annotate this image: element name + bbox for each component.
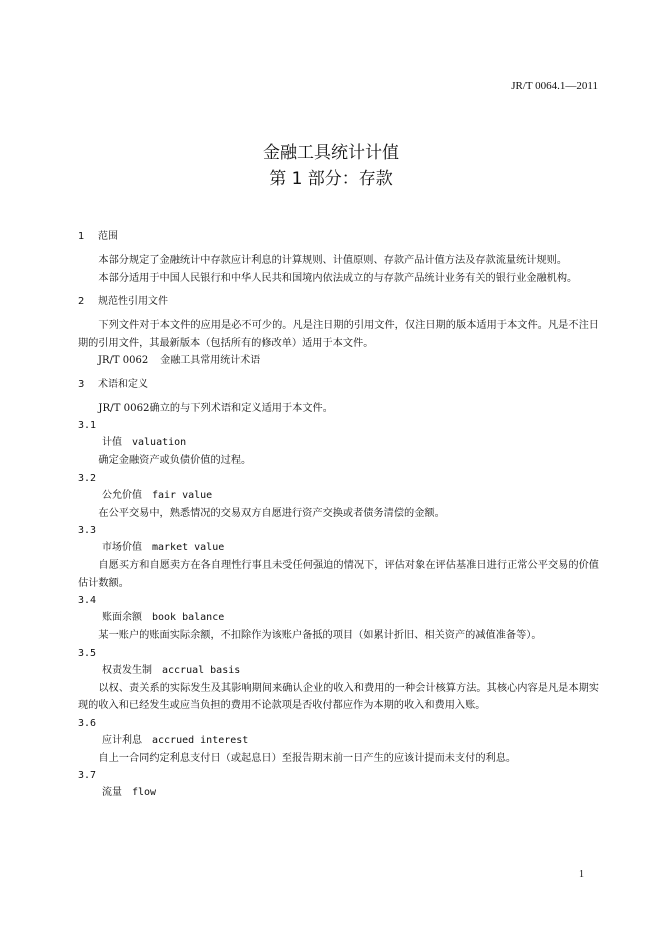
term-definition: 某一账户的账面实际余额，不扣除作为该账户备抵的项目（如累计折旧、相关资产的减值准备等）。	[98, 630, 542, 641]
term-en: market value	[152, 542, 225, 553]
section-number: 2	[78, 296, 85, 307]
term-name	[78, 784, 599, 802]
standard-code: JR/T 0064.1—2011	[511, 80, 598, 92]
term-definition: 在公平交易中，熟悉情况的交易双方自愿进行资产交换或者债务清偿的金额。	[98, 507, 445, 519]
term-entry	[78, 522, 599, 592]
term-name	[78, 732, 599, 750]
section-heading-scope	[78, 228, 599, 246]
terms-intro: JR/T 0062确立的与下列术语和定义适用于本文件。	[98, 402, 333, 414]
term-zh: 市场价值	[102, 542, 142, 553]
reference-code: JR/T 0062	[98, 355, 149, 366]
normative-paragraph: 下列文件对于本文件的应用是必不可少的。凡是注日期的引用文件，仅注日期的版本适用于本文件。凡是不注日期的引用文件，其最新版本（包括所有的修改单）适用于本文件。	[78, 320, 599, 349]
term-en: flow	[132, 787, 157, 798]
term-zh: 流量	[102, 787, 122, 798]
section-heading-terms	[78, 376, 599, 394]
term-zh: 应计利息	[102, 734, 142, 746]
document-body	[78, 228, 599, 802]
term-zh: 公允价值	[102, 489, 142, 501]
term-number: 3.5	[78, 647, 97, 659]
term-definition: 自愿买方和自愿卖方在各自理性行事且未受任何强迫的情况下，评估对象在评估基准日进行正常公平交易的价值估计数额。	[78, 560, 599, 589]
term-number: 3.6	[78, 717, 97, 729]
section-title: 范围	[98, 231, 118, 242]
normative-reference	[78, 352, 599, 370]
term-entry	[78, 715, 599, 768]
term-entry	[78, 645, 599, 715]
section-number: 3	[78, 378, 85, 390]
term-en: valuation	[132, 437, 187, 448]
term-number: 3.3	[78, 525, 97, 536]
term-definition: 自上一合同约定利息支付日（或起息日）至报告期末前一日产生的应该计提而未支付的利息。	[98, 752, 517, 764]
term-definition: 确定金融资产或负债价值的过程。	[98, 455, 252, 466]
reference-title: 金融工具常用统计术语	[160, 355, 261, 366]
term-entry	[78, 417, 599, 470]
document-title: 金融工具统计计值	[263, 143, 399, 163]
term-number: 3.2	[78, 472, 97, 484]
term-number: 3.1	[78, 420, 97, 431]
section-title: 规范性引用文件	[98, 296, 168, 307]
term-number: 3.7	[78, 770, 97, 781]
term-en: fair value	[152, 489, 213, 501]
term-name	[78, 434, 599, 452]
term-en: accrued interest	[152, 734, 249, 746]
scope-paragraph-1: 本部分规定了金融统计中存款应计利息的计算规则、计值原则、存款产品计值方法及存款流量统计规则。	[98, 255, 568, 266]
term-name	[78, 487, 599, 505]
term-number: 3.4	[78, 595, 97, 606]
term-name	[78, 609, 599, 627]
term-entry	[78, 767, 599, 802]
section-title: 术语和定义	[98, 378, 148, 390]
section-number: 1	[78, 231, 85, 242]
scope-paragraph-2: 本部分适用于中国人民银行和中华人民共和国境内依法成立的与存款产品统计业务有关的银行业金融机构。	[98, 272, 578, 284]
term-name	[78, 539, 599, 557]
term-definition: 以权、责关系的实际发生及其影响期间来确认企业的收入和费用的一种会计核算方法。其核心内容是凡是本期实现的收入和已经发生或应当负担的费用不论款项是否收付都应作为本期的收入和费用入账。	[78, 682, 599, 711]
term-zh: 计值	[102, 437, 122, 448]
document-subtitle: 第 1 部分：存款	[269, 169, 393, 189]
section-heading-normative	[78, 293, 599, 311]
page-number: 1	[579, 869, 584, 880]
term-entry	[78, 592, 599, 645]
term-en: accrual basis	[162, 664, 241, 676]
term-zh: 账面余额	[102, 612, 142, 623]
term-entry	[78, 470, 599, 523]
term-zh: 权责发生制	[102, 664, 152, 676]
term-en: book balance	[152, 612, 225, 623]
term-name	[78, 662, 599, 680]
